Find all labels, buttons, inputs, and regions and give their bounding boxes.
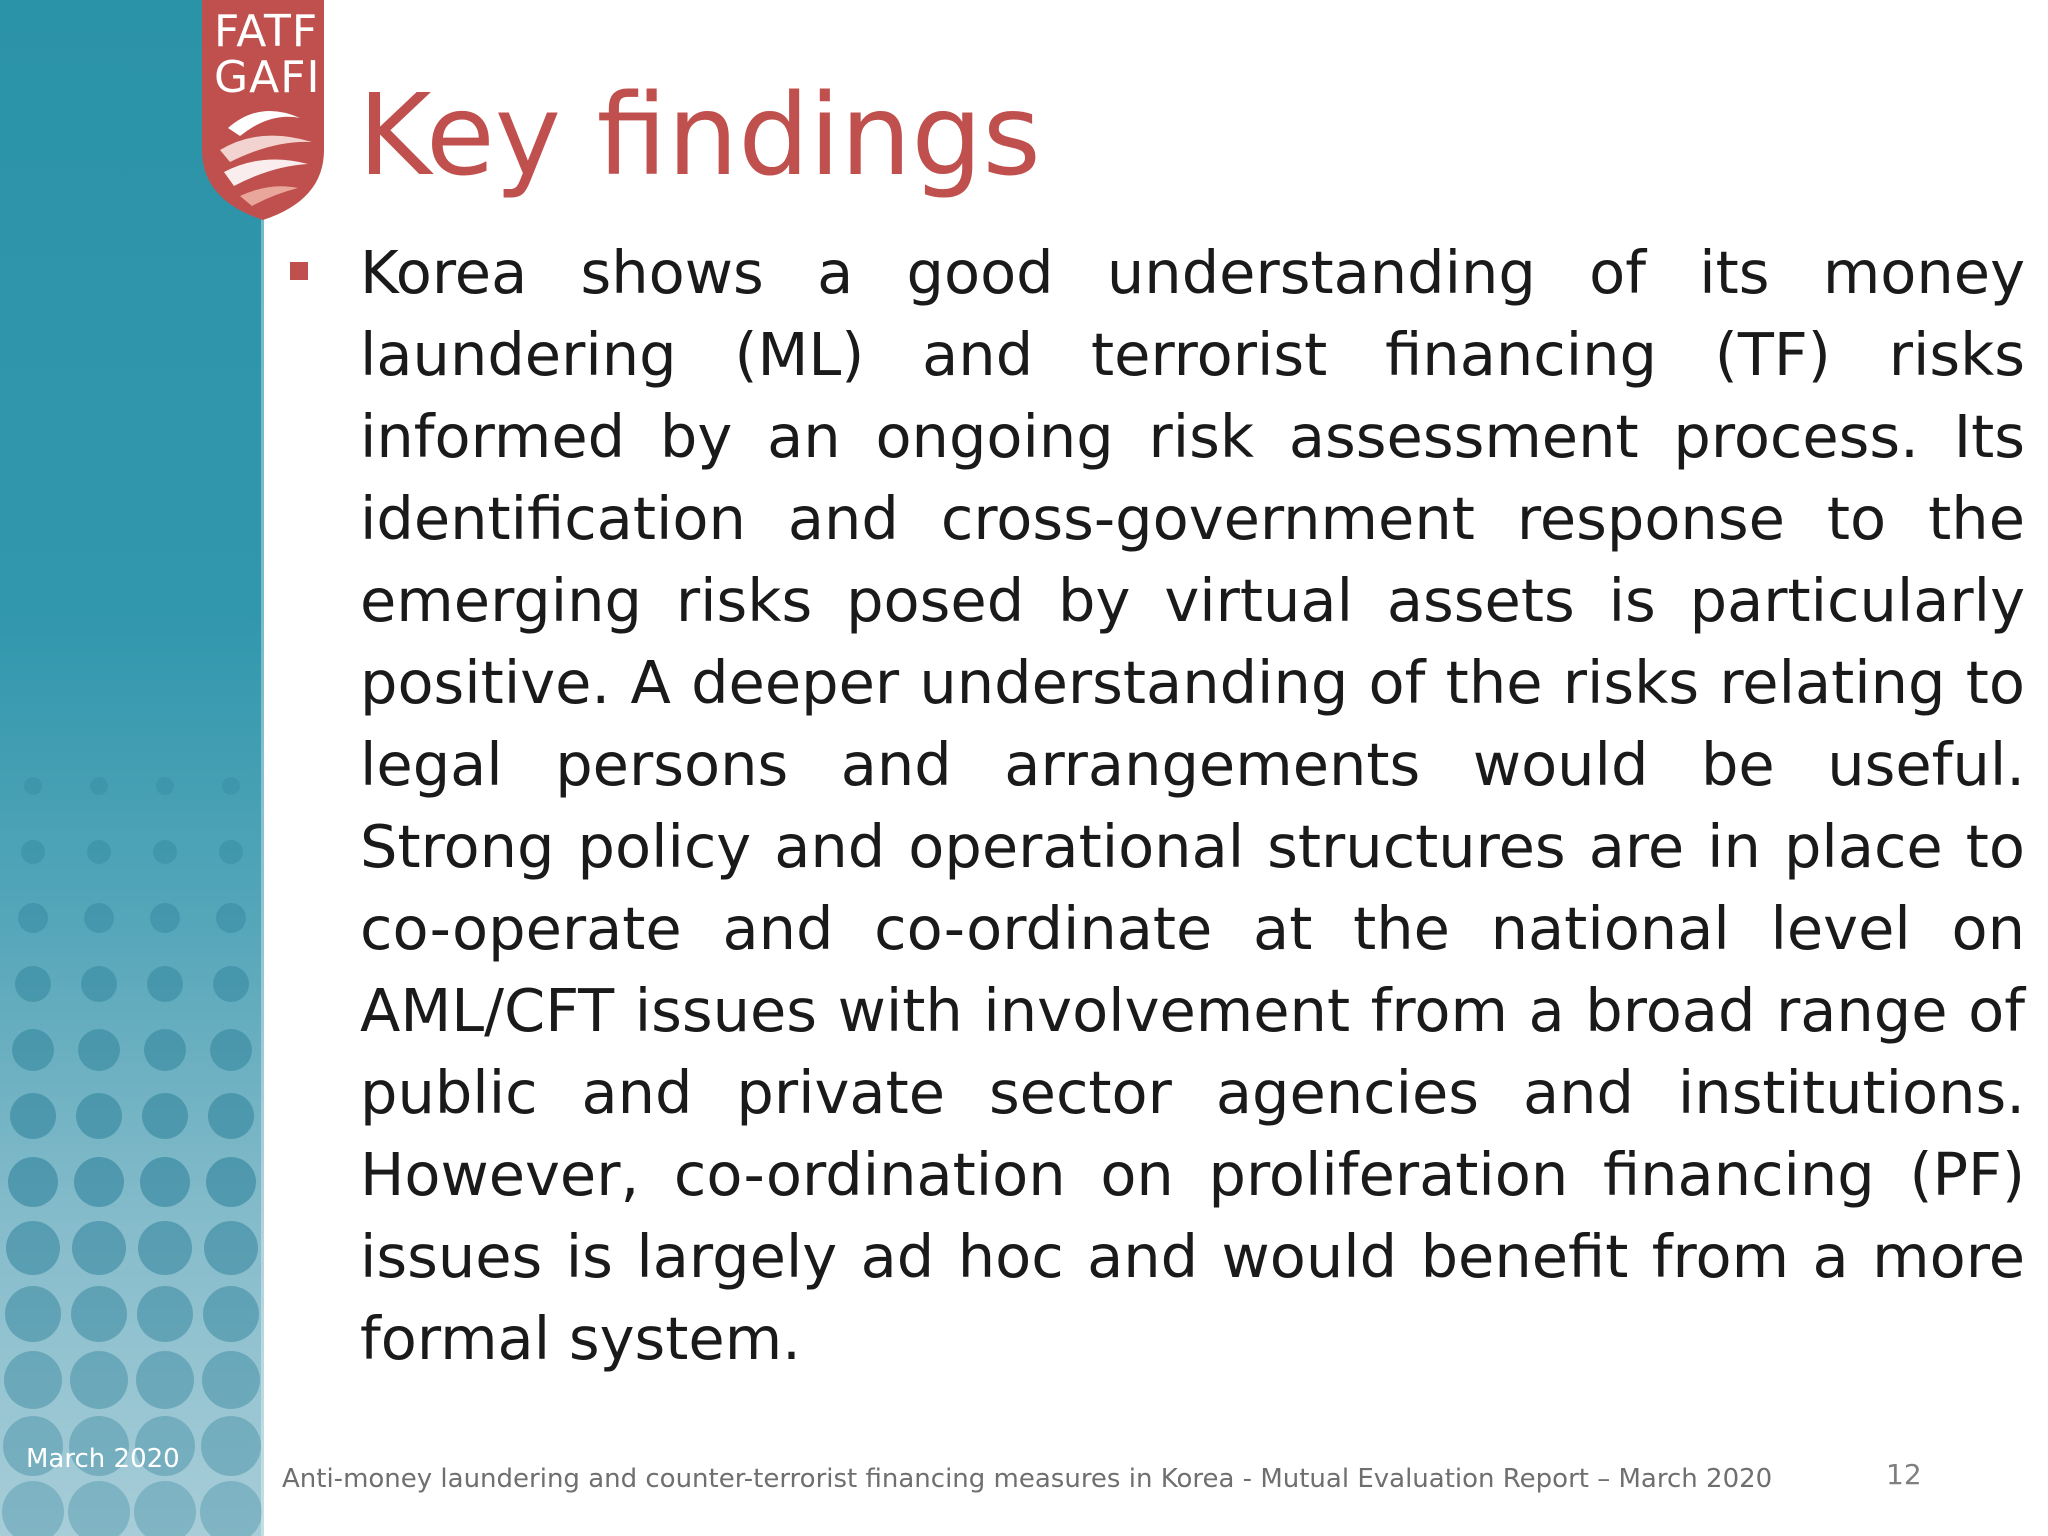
dot-pattern-decoration xyxy=(0,740,264,1536)
slide-title: Key findings xyxy=(358,71,1041,201)
fatf-gafi-logo xyxy=(200,0,326,222)
footer-caption: Anti-money laundering and counter-terrorist financing measures in Korea - Mutual Evaluation Report – March 2020 xyxy=(282,1464,1773,1494)
logo-text-fatf: FATF xyxy=(214,6,319,57)
side-decorative-panel xyxy=(0,0,264,1536)
key-findings-paragraph: Korea shows a good understanding of its money laundering (ML) and terrorist financing (TF) risks informed by an ongoing risk assessment process. Its identification and cross-government response to the emerging risks posed by virtual assets is particularly positive. A deeper understanding of the risks relating to legal persons and arrangements would be useful. Strong policy and operational structures are in place to co-operate and co-ordinate at the national level on AML/CFT issues with involvement from a broad range of public and private sector agencies and institutions. However, co-ordination on proliferation financing (PF) issues is largely ad hoc and would benefit from a more formal system. xyxy=(360,238,2025,1373)
page-number: 12 xyxy=(1886,1458,1922,1491)
bullet-square-icon xyxy=(290,262,308,280)
logo-text-gafi: GAFI xyxy=(214,52,321,103)
footer-date: March 2020 xyxy=(26,1444,180,1474)
